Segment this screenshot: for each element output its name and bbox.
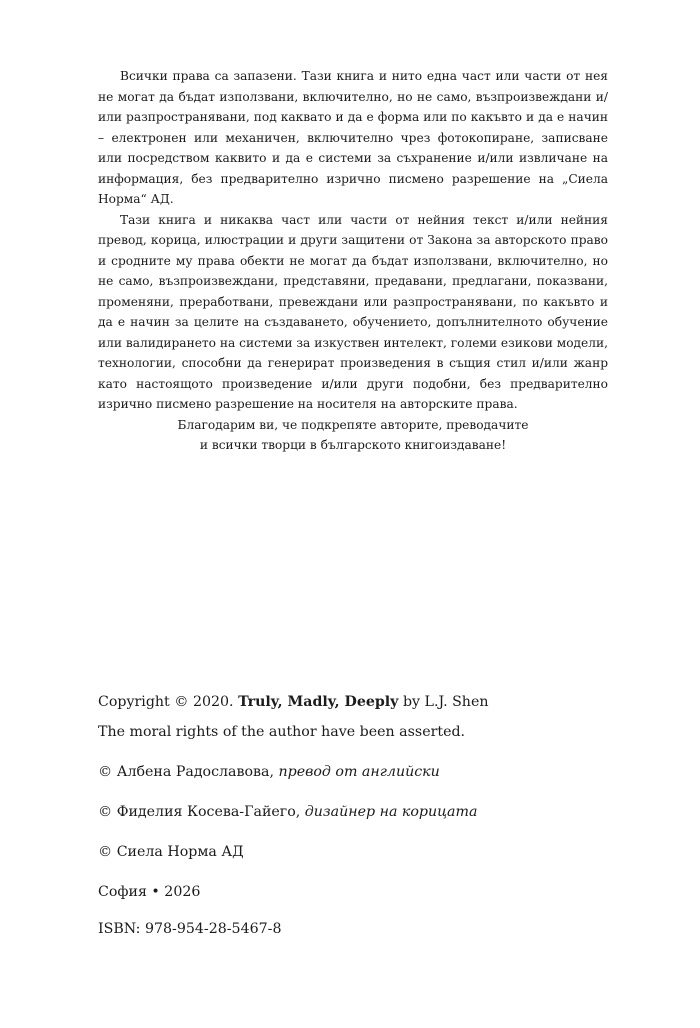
translator-role: превод от английски	[278, 764, 440, 780]
designer-line	[98, 802, 618, 822]
author-credit: by L.J. Shen	[398, 694, 489, 710]
rights-notice	[98, 66, 608, 456]
rights-paragraph-1: Всички права са запазени. Тази книга и нито една част или части от нея не могат да бъдат използвани, включително, но не само, възпроизвеждани и/или разпространявани, под каквато и да е форма или по какъвто и да е начин – електронен или механичен, включително чрез фотокопиране, записване или посредством каквито и да е системи за съхранение и/или извличане на информация, без предварително изрично писмено разрешение на „Сиела Норма“ АД.	[98, 69, 608, 206]
designer-name: © Фиделия Косева-Гайего,	[98, 804, 305, 820]
copyright-prefix: Copyright © 2020.	[98, 694, 239, 710]
copyright-line	[98, 692, 618, 712]
isbn-line: ISBN: 978-954-28-5467-8	[98, 921, 282, 937]
city-year-line: София • 2026	[98, 884, 201, 900]
publisher-line: © Сиела Норма АД	[98, 844, 244, 860]
translator-line	[98, 762, 618, 782]
thanks-line-1: Благодарим ви, че подкрепяте авторите, преводачите	[177, 417, 529, 432]
designer-role: дизайнер на корицата	[304, 804, 478, 820]
copyright-block	[98, 692, 618, 939]
translator-name: © Албена Радославова,	[98, 764, 279, 780]
book-title: Truly, Madly, Deeply	[238, 694, 399, 710]
thanks-line-2: и всички творци в българското книгоиздаване!	[199, 438, 507, 452]
rights-paragraph-2: Тази книга и никаква част или части от нейния текст и/или нейния превод, корица, илюстрации и други защитени от Закона за авторското право и сродните му права обекти не могат да бъдат използвани, включително, но не само, възпроизвеждани, представяни, предавани, предлагани, показвани, променяни, преработвани, превеждани или разпространявани, по какъвто и да е начин за целите на създаването, обучението, допълнителното обучение или валидирането на системи за изкуствен интелект, големи езикови модели, технологии, способни да генерират произведения в същия стил и/или жанр като настоящото произведение и/или други подобни, без предварително изрично писмено разрешение на носителя на авторските права.	[98, 212, 608, 411]
moral-rights-line: The moral rights of the author have been asserted.	[98, 724, 466, 740]
